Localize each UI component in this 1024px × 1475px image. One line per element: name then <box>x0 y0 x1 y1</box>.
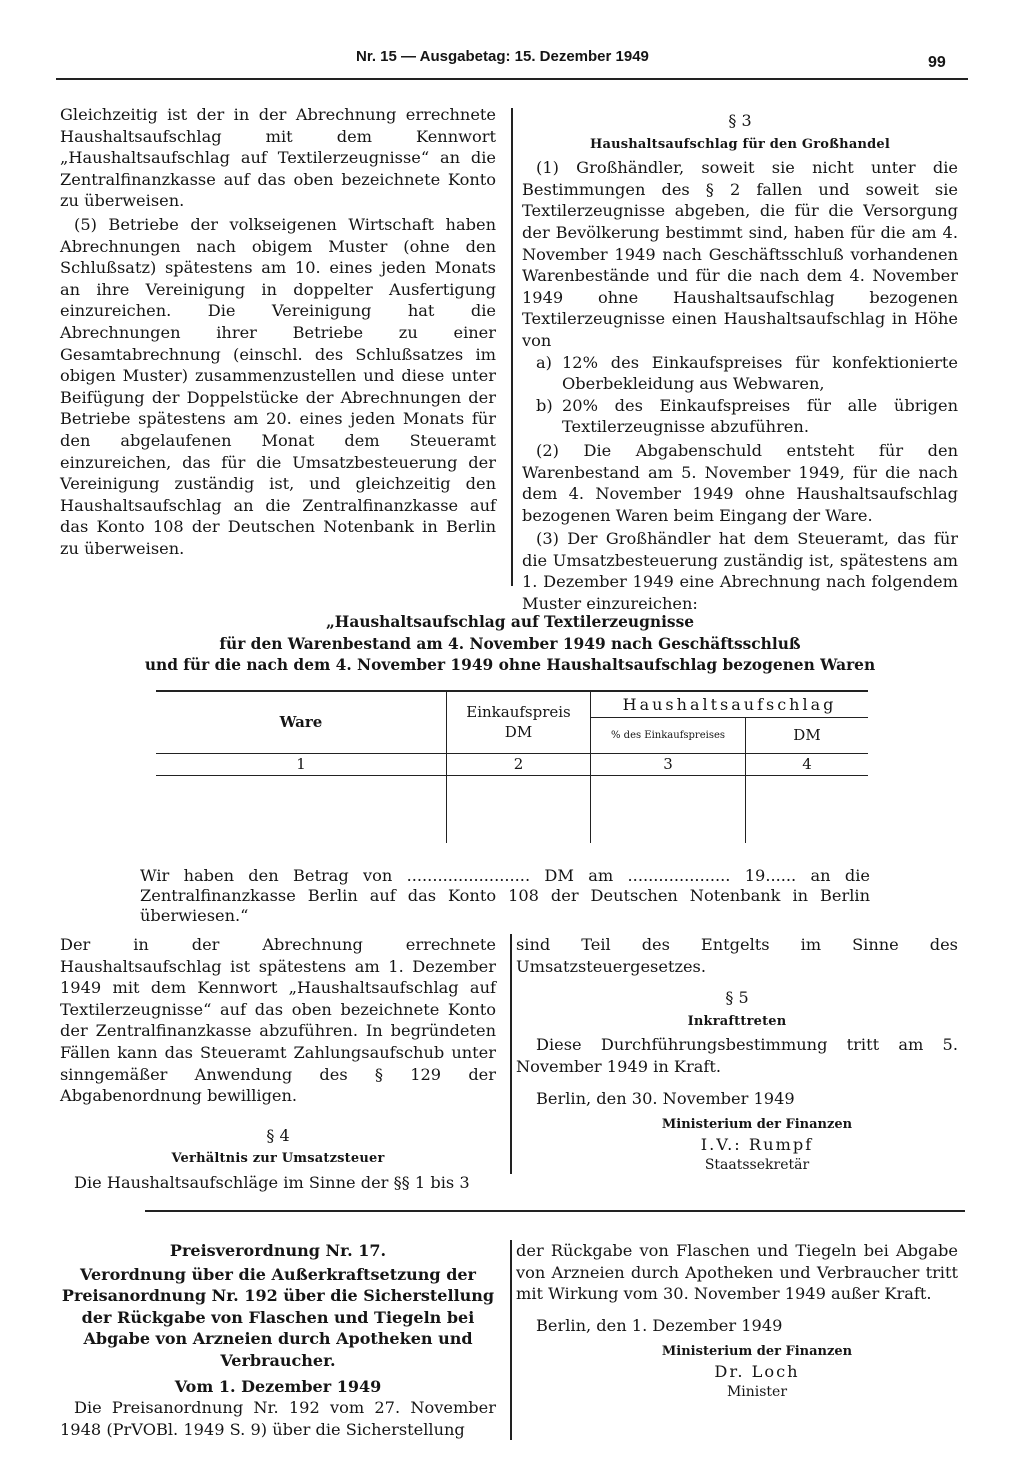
header-rule <box>56 78 968 80</box>
place-date: Berlin, den 1. Dezember 1949 <box>536 1315 783 1335</box>
column-divider <box>510 934 512 1174</box>
list-item <box>522 395 958 438</box>
list-label: b) <box>536 395 553 415</box>
list-text: 20% des Einkaufspreises für alle übrigen Textilerzeugnisse abzuführen. <box>562 395 958 437</box>
paragraph: Diese Durchführungsbestimmung tritt am 5. November 1949 in Kraft. <box>516 1035 958 1076</box>
column-divider <box>510 1240 512 1440</box>
section-heading: § 4 <box>266 1125 290 1145</box>
list-label: a) <box>536 352 552 372</box>
paragraph: sind Teil des Entgelts im Sinne des Umsatzsteuergesetzes. <box>516 935 958 976</box>
signature-signer: I.V.: Rumpf <box>700 1135 814 1155</box>
signature-role: Staatssekretär <box>704 1157 810 1174</box>
signature-ministry: Ministerium der Finanzen <box>661 1117 853 1133</box>
column-number: 3 <box>591 753 746 775</box>
list-text: 12% des Einkaufspreises für konfektionierte Oberbekleidung aus Webwaren, <box>562 352 958 394</box>
empty-cell <box>447 775 591 843</box>
right-column-bottom <box>516 1240 958 1402</box>
signature-signer: Dr. Loch <box>714 1362 800 1382</box>
form-title <box>140 612 880 677</box>
column-divider <box>511 108 513 586</box>
signature-block <box>556 1342 958 1402</box>
form-title-line: für den Warenbestand am 4. November 1949 nach Geschäftsschluß <box>219 634 801 653</box>
right-column-top <box>522 108 958 615</box>
left-column-top <box>60 104 496 559</box>
paragraph: (1) Großhändler, soweit sie nicht unter die Bestimmungen des § 2 fallen und soweit sie Textilerzeugnisse abgeben, die für die Versorgung der Bevölkerung bestimmt sind, haben für die am 4. November 1949 nach Geschäftsschluß vorhandenen Warenbestände und für die nach dem 4. November 1949 ohne Haushaltsaufschlag bezogenen Textilerzeugnisse einen Haushaltsaufschlag in Höhe von <box>522 158 958 350</box>
header-percent: % des Einkaufspreises <box>591 717 746 753</box>
section-heading: § 5 <box>725 988 749 1008</box>
header-dm: DM <box>746 717 869 753</box>
paragraph: der Rückgabe von Flaschen und Tiegeln bei Abgabe von Arzneien durch Apotheken und Verbraucher tritt mit Wirkung vom 30. November 1949 außer Kraft. <box>516 1241 958 1304</box>
paragraph: Gleichzeitig ist der in der Abrechnung errechnete Haushaltsaufschlag mit dem Kennwort „Haushaltsaufschlag auf Textilerzeugnisse“ an die Zentralfinanzkasse auf das oben bezeichnete Konto zu überweisen. <box>60 105 496 211</box>
form-table <box>156 690 868 843</box>
form-title-line: „Haushaltsaufschlag auf Textilerzeugnisse <box>325 613 695 631</box>
empty-cell <box>591 775 746 843</box>
paragraph: (2) Die Abgabenschuld entsteht für den Warenbestand am 5. November 1949, für die nach dem 4. November 1949 ohne Haushaltsaufschlag bezogenen Waren beim Eingang der Ware. <box>522 440 958 525</box>
column-number: 1 <box>156 753 447 775</box>
running-title: Nr. 15 — Ausgabetag: 15. Dezember 1949 <box>356 48 649 65</box>
page-header <box>0 48 1024 74</box>
section-title: Haushaltsaufschlag für den Großhandel <box>589 136 891 152</box>
column-number: 4 <box>746 753 869 775</box>
paragraph: Der in der Abrechnung errechnete Haushaltsaufschlag ist spätestens am 1. Dezember 1949 mit dem Kennwort „Haushaltsaufschlag auf Textilerzeugnisse“ auf das oben bezeichnete Konto der Zentralfinanzkasse abzuführen. In begründeten Fällen kann das Steueramt Zahlungsaufschub unter sinngemäßer Anwendung des § 129 der Abgabenordnung bewilligen. <box>60 935 496 1106</box>
signature-ministry: Ministerium der Finanzen <box>661 1344 853 1360</box>
page-number: 99 <box>928 54 946 71</box>
empty-cell <box>746 775 869 843</box>
form-footer: Wir haben den Betrag von ........................ DM am .................... 19...... an die Zentralfinanzkasse Berlin auf das Konto 108 der Deutschen Notenbank in Berlin überwiesen.“ <box>140 866 870 925</box>
section-separator <box>145 1210 965 1212</box>
paragraph: (5) Betriebe der volkseigenen Wirtschaft haben Abrechnungen nach obigem Muster (ohne den Schlußsatz) spätestens am 10. eines jeden Monats an ihre Vereinigung in doppelter Ausfertigung einzureichen. Die Vereinigung hat die Abrechnungen ihrer Betriebe zu einer Gesamtabrechnung (einschl. des Schlußsatzes im obigen Muster) zusammenzustellen und diese unter Beifügung der Doppelstücke der Abrechnungen der Betriebe spätestens am 20. eines jeden Monats für den abgelaufenen Monat dem Steueramt einzureichen, das für die Umsatzbesteuerung der Vereinigung zuständig ist, und gleichzeitig den Haushaltsaufschlag an die Zentralfinanzkasse auf das Konto 108 der Deutschen Notenbank in Berlin zu überweisen. <box>60 214 496 558</box>
section-title: Verhältnis zur Umsatzsteuer <box>171 1151 385 1167</box>
signature-role: Minister <box>726 1384 788 1401</box>
column-number: 2 <box>447 753 591 775</box>
paragraph: Die Preisanordnung Nr. 192 vom 27. November 1948 (PrVOBl. 1949 S. 9) über die Sicherstellung <box>60 1398 496 1439</box>
empty-cell <box>156 775 447 843</box>
right-column-middle <box>516 934 958 1175</box>
header-ware: Ware <box>156 691 447 753</box>
ordinance-subtitle: Verordnung über die Außerkraftsetzung der Preisanordnung Nr. 192 über die Sicherstellung der Rückgabe von Flaschen und Tiegeln bei Abgabe von Arzneien durch Apotheken und Verbraucher. <box>61 1264 495 1370</box>
header-einkaufspreis-unit: DM <box>504 723 533 742</box>
form-title-line: und für die nach dem 4. November 1949 ohne Haushaltsaufschlag bezogenen Waren <box>144 656 876 674</box>
header-einkaufspreis-label: Einkaufspreis <box>466 703 571 722</box>
signature-block <box>556 1115 958 1175</box>
list-item <box>522 352 958 395</box>
section-title: Inkrafttreten <box>687 1013 787 1029</box>
paragraph: (3) Der Großhändler hat dem Steueramt, das für die Umsatzbesteuerung zuständig ist, spätestens am 1. Dezember 1949 eine Abrechnung nach folgendem Muster einzureichen: <box>522 529 958 614</box>
place-date: Berlin, den 30. November 1949 <box>536 1088 795 1108</box>
left-column-bottom <box>60 1240 496 1440</box>
header-haushaltsaufschlag: Haushaltsaufschlag <box>591 691 869 717</box>
left-column-middle <box>60 934 496 1194</box>
ordinance-title: Preisverordnung Nr. 17. <box>169 1241 387 1260</box>
section-heading: § 3 <box>728 111 752 130</box>
paragraph: Die Haushaltsaufschläge im Sinne der §§ 1 bis 3 <box>74 1172 470 1192</box>
ordinance-date: Vom 1. Dezember 1949 <box>174 1376 382 1396</box>
header-einkaufspreis <box>447 691 591 753</box>
